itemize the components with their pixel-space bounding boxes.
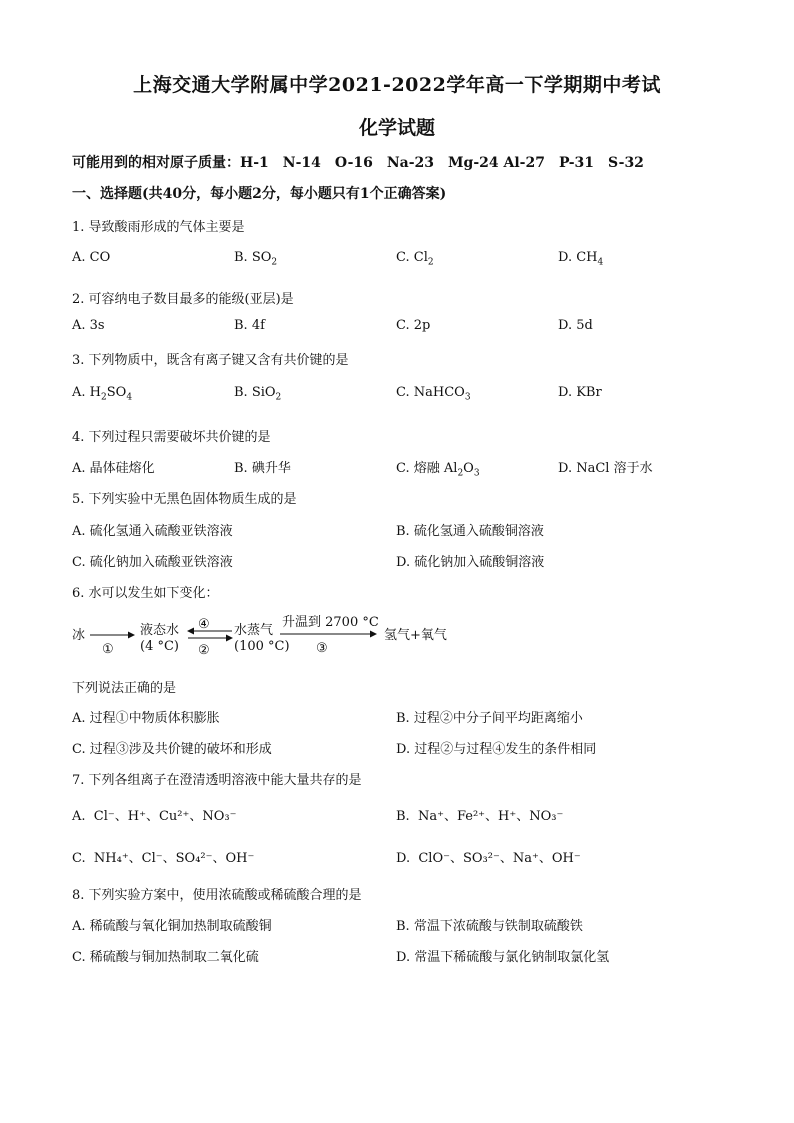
q7-option-d: D. ClO⁻、SO₃²⁻、Na⁺、OH⁻ bbox=[396, 851, 581, 866]
question-3-stem: 3. 下列物质中，既含有离子键又含有共价键的是 bbox=[72, 353, 349, 368]
q2-option-b: B. 4f bbox=[234, 318, 265, 333]
q2-option-d: D. 5d bbox=[558, 318, 593, 333]
q3-option-a: A. $H_2SO_4$ bbox=[72, 385, 133, 403]
q8-option-b: B. 常温下浓硫酸与铁制取硫酸铁 bbox=[396, 919, 583, 934]
q1-option-b: B. $SO_2$ bbox=[234, 250, 278, 268]
atomic-masses: 可能用到的相对原子质量：H-1 N-14 O-16 Na-23 Mg-24 Al-27 P-31 S-32 bbox=[72, 155, 644, 171]
question-7-stem: 7. 下列各组离子在澄清透明溶液中能大量共存的是 bbox=[72, 773, 362, 788]
exam-title: 上海交通大学附属中学2021-2022学年高一下学期期中考试 bbox=[133, 74, 661, 96]
q5-option-a: A. 硫化氢通入硫酸亚铁溶液 bbox=[72, 524, 233, 539]
q1-option-c: C. $Cl_2$ bbox=[396, 250, 434, 268]
q1-option-d: D. $CH_4$ bbox=[558, 250, 604, 268]
q6-option-d: D. 过程②与过程④发生的条件相同 bbox=[396, 742, 597, 757]
question-2-stem: 2. 可容纳电子数目最多的能级(亚层)是 bbox=[72, 292, 294, 307]
question-6-prompt: 下列说法正确的是 bbox=[72, 681, 177, 696]
products-label: 氢气+氧气 bbox=[384, 628, 447, 643]
q6-option-a: A. 过程①中物质体积膨胀 bbox=[72, 711, 220, 726]
liquid-water-temp: (4 °C) bbox=[140, 639, 179, 654]
water-vapor-label: 水蒸气 bbox=[234, 623, 274, 638]
q3-option-b: B. SiO$_2$ bbox=[234, 385, 282, 403]
q4-option-c: C. 熔融 $Al_2O_3$ bbox=[396, 461, 480, 479]
q8-option-a: A. 稀硫酸与氧化铜加热制取硫酸铜 bbox=[72, 919, 272, 934]
q5-option-c: C. 硫化钠加入硫酸亚铁溶液 bbox=[72, 555, 233, 570]
q5-option-d: D. 硫化钠加入硫酸铜溶液 bbox=[396, 555, 545, 570]
question-1-stem: 1. 导致酸雨形成的气体主要是 bbox=[72, 220, 245, 235]
section-heading: 一、选择题(共40分，每小题2分，每小题只有1个正确答案) bbox=[72, 186, 447, 202]
q6-option-b: B. 过程②中分子间平均距离缩小 bbox=[396, 711, 583, 726]
q7-option-a: A. Cl⁻、H⁺、Cu²⁺、NO₃⁻ bbox=[72, 809, 237, 824]
q8-option-c: C. 稀硫酸与铜加热制取二氧化硫 bbox=[72, 950, 259, 965]
question-8-stem: 8. 下列实验方案中，使用浓硫酸或稀硫酸合理的是 bbox=[72, 888, 362, 903]
q1-option-a: A. CO bbox=[72, 250, 111, 265]
q7-option-b: B. Na⁺、Fe²⁺、H⁺、NO₃⁻ bbox=[396, 809, 564, 824]
q2-option-c: C. 2p bbox=[396, 318, 431, 333]
step-1-label: ① bbox=[102, 642, 114, 657]
q8-option-d: D. 常温下稀硫酸与氯化钠制取氯化氢 bbox=[396, 950, 610, 965]
q5-option-b: B. 硫化氢通入硫酸铜溶液 bbox=[396, 524, 544, 539]
q3-option-d: D. KBr bbox=[558, 385, 602, 400]
question-4-stem: 4. 下列过程只需要破坏共价键的是 bbox=[72, 430, 271, 445]
heat-condition: 升温到 2700 °C bbox=[282, 615, 379, 630]
q4-option-a: A. 晶体硅熔化 bbox=[72, 461, 155, 476]
ice-label: 冰 bbox=[72, 628, 86, 643]
question-6-stem: 6. 水可以发生如下变化： bbox=[72, 586, 219, 601]
question-5-stem: 5. 下列实验中无黑色固体物质生成的是 bbox=[72, 492, 297, 507]
q6-option-c: C. 过程③涉及共价键的破坏和形成 bbox=[72, 742, 272, 757]
q4-option-d: D. NaCl 溶于水 bbox=[558, 461, 653, 476]
step-4-label: ④ bbox=[198, 617, 210, 632]
water-vapor-temp: (100 °C) bbox=[234, 639, 290, 654]
q3-option-c: C. NaHCO$_3$ bbox=[396, 385, 471, 403]
water-phase-diagram bbox=[72, 612, 472, 662]
q4-option-b: B. 碘升华 bbox=[234, 461, 291, 476]
exam-subtitle: 化学试题 bbox=[358, 117, 435, 139]
q2-option-a: A. 3s bbox=[72, 318, 105, 333]
q7-option-c: C. NH₄⁺、Cl⁻、SO₄²⁻、OH⁻ bbox=[72, 851, 255, 866]
liquid-water-label: 液态水 bbox=[140, 623, 180, 638]
step-2-label: ② bbox=[198, 643, 210, 658]
step-3-label: ③ bbox=[316, 641, 328, 656]
